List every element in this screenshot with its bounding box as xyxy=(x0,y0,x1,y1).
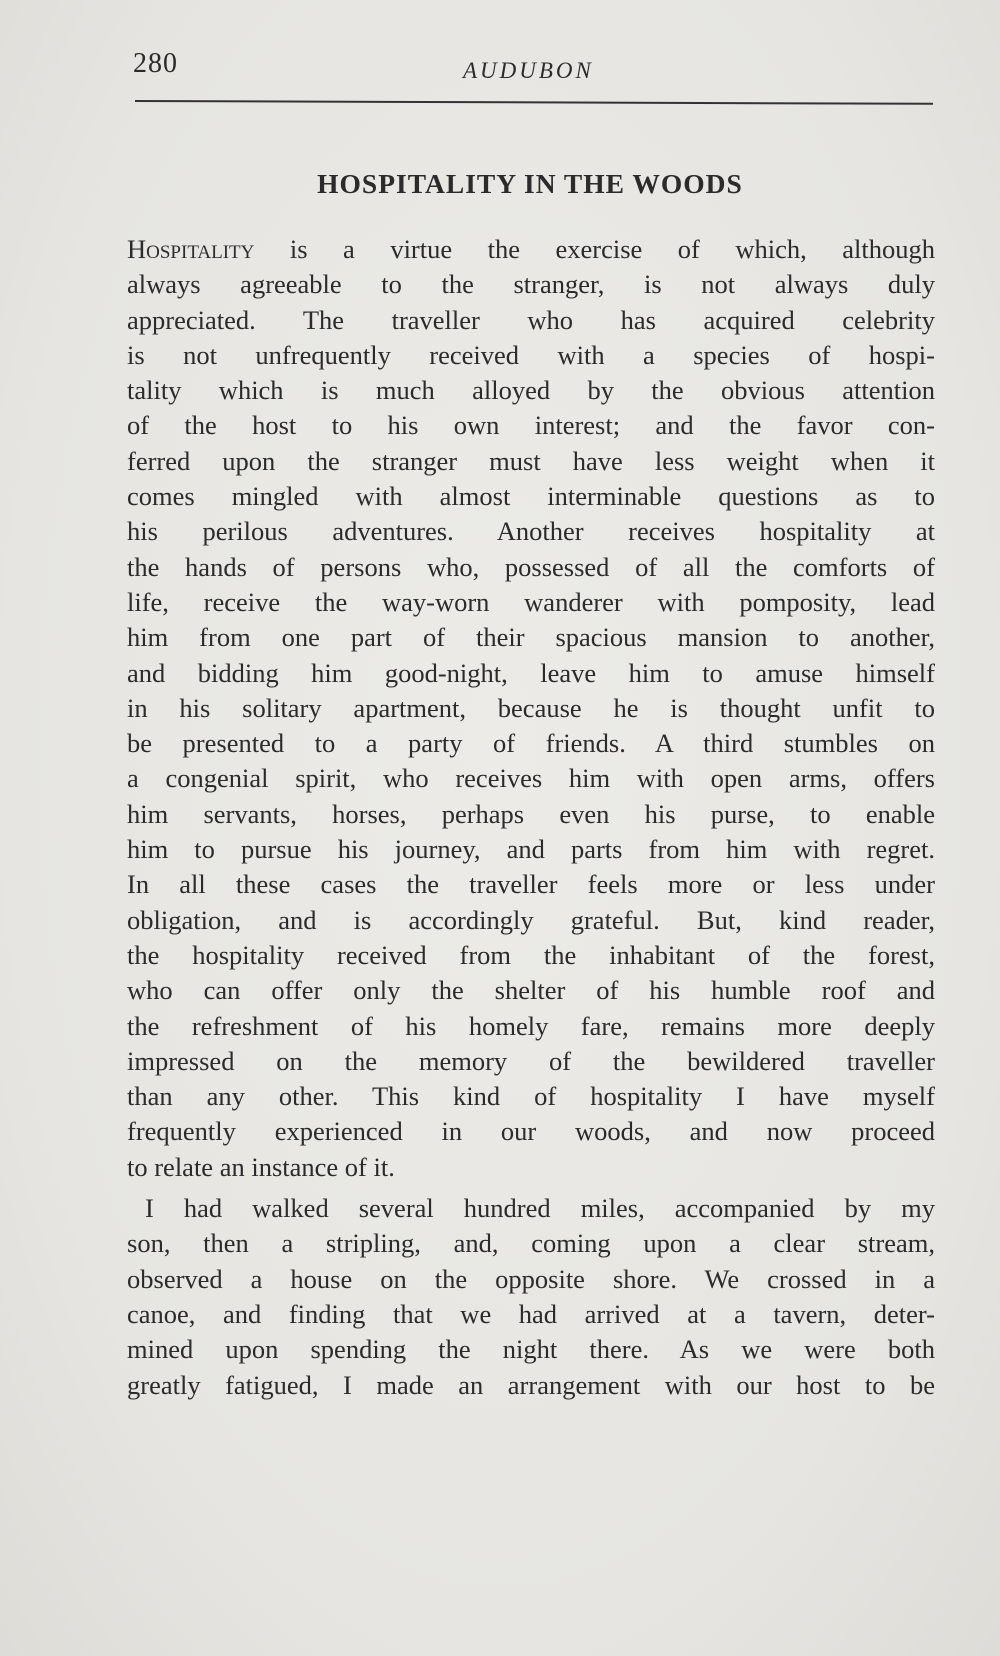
paragraph-text: is a virtue the exercise of which, although xyxy=(254,234,935,264)
paragraph-1-line: obligation, and is accordingly grateful. But, kind reader, xyxy=(127,904,935,935)
paragraph-lead-word: Hospitality xyxy=(127,234,255,264)
paragraph-1-line: and bidding him good-night, leave him to amuse himself xyxy=(127,657,935,688)
paragraph-1-line: be presented to a party of friends. A third stumbles on xyxy=(127,728,935,759)
paragraph-1-line: ferred upon the stranger must have less weight when it xyxy=(127,445,935,476)
paragraph-1-line: in his solitary apartment, because he is thought unfit to xyxy=(127,692,935,723)
paragraph-1-line: of the host to his own interest; and the favor con- xyxy=(127,410,935,441)
paragraph-1-line: the refreshment of his homely fare, remains more deeply xyxy=(127,1010,935,1041)
paragraph-2-line: greatly fatigued, I made an arrangement with our host to be xyxy=(127,1369,935,1400)
page-number: 280 xyxy=(133,48,178,79)
page-header xyxy=(133,48,933,108)
running-head: AUDUBON xyxy=(463,58,594,83)
paragraph-2-line: I had walked several hundred miles, accompanied by my xyxy=(145,1193,935,1224)
paragraph-1-line: a congenial spirit, who receives him with open arms, offers xyxy=(127,763,935,794)
paragraph-1-line: tality which is much alloyed by the obvious attention xyxy=(127,375,935,406)
paragraph-1-line: always agreeable to the stranger, is not always duly xyxy=(127,269,935,300)
paragraph-1-line: his perilous adventures. Another receives hospitality at xyxy=(127,516,935,547)
paragraph-1-line: him to pursue his journey, and parts from him with regret. xyxy=(127,834,935,865)
paragraph-2-line: observed a house on the opposite shore. We crossed in a xyxy=(127,1263,935,1294)
paragraph-1-line: the hospitality received from the inhabitant of the forest, xyxy=(127,939,935,970)
paragraph-1-line: In all these cases the traveller feels more or less under xyxy=(127,869,935,900)
paragraph-2-line: canoe, and finding that we had arrived at a tavern, deter- xyxy=(127,1298,935,1329)
paragraph-1-line: appreciated. The traveller who has acquired celebrity xyxy=(127,304,935,335)
paragraph-1-line: to relate an instance of it. xyxy=(127,1151,395,1182)
body-text xyxy=(127,232,935,1403)
paragraph-1-line: the hands of persons who, possessed of all the comforts of xyxy=(127,551,935,582)
paragraph-1-line: than any other. This kind of hospitality I have myself xyxy=(127,1081,935,1112)
paragraph-1-line: life, receive the way-worn wanderer with pomposity, lead xyxy=(127,586,935,617)
paragraph-2-line: son, then a stripling, and, coming upon a clear stream, xyxy=(127,1228,935,1259)
paragraph-1-line: impressed on the memory of the bewildered traveller xyxy=(127,1045,935,1076)
paragraph-1-line: him servants, horses, perhaps even his purse, to enable xyxy=(127,798,935,829)
paragraph-1-line: him from one part of their spacious mansion to another, xyxy=(127,622,935,653)
chapter-title: HOSPITALITY IN THE WOODS xyxy=(317,168,743,199)
paragraph-1-line xyxy=(127,232,935,267)
paragraph-2-line: mined upon spending the night there. As we were both xyxy=(127,1334,935,1365)
paragraph-1-line: is not unfrequently received with a species of hospi- xyxy=(127,339,935,370)
paragraph-1-line: frequently experienced in our woods, and now proceed xyxy=(127,1116,935,1147)
paragraph-1-line: who can offer only the shelter of his humble roof and xyxy=(127,975,935,1006)
paragraph-1-line: comes mingled with almost interminable questions as to xyxy=(127,481,935,512)
